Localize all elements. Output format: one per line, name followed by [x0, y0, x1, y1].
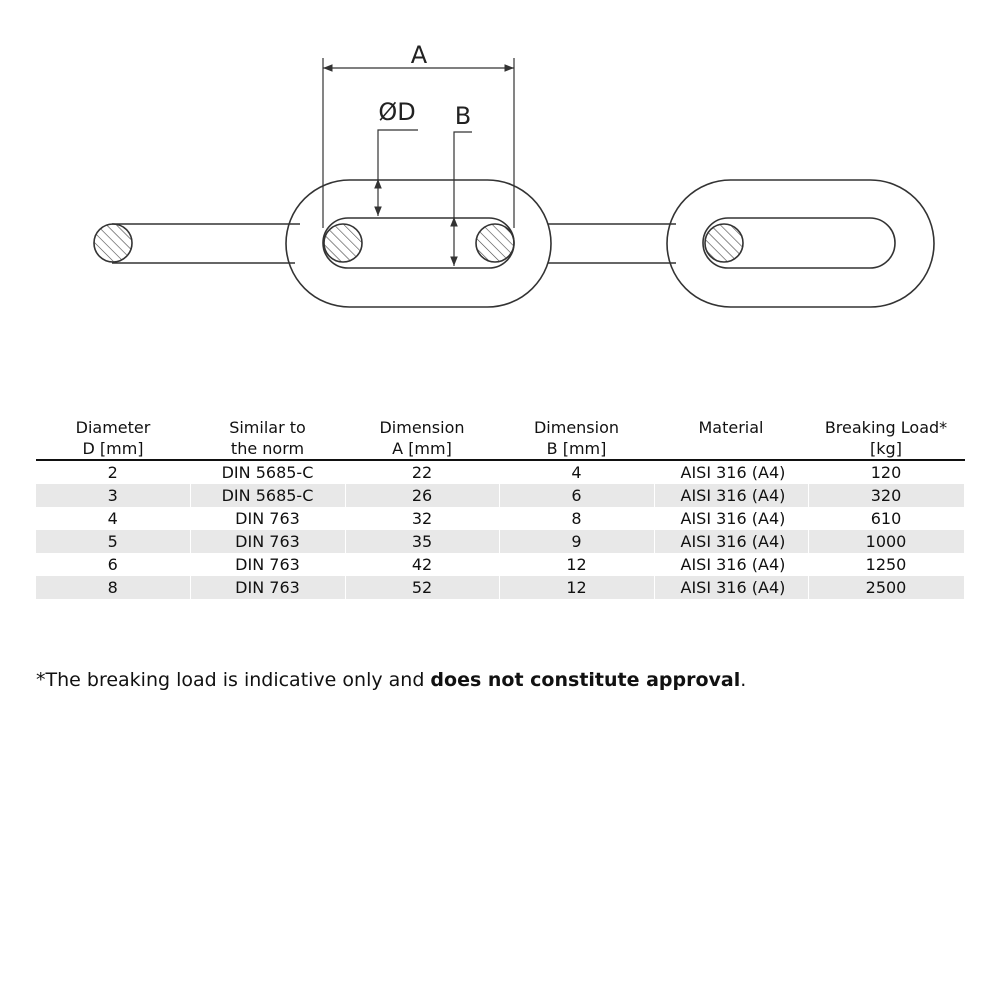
cell-norm: DIN 763 — [190, 553, 345, 576]
cell-dimension-b: 9 — [499, 530, 654, 553]
cell-dimension-a: 35 — [345, 530, 499, 553]
table-header-row — [36, 417, 964, 460]
cell-breaking-load: 120 — [808, 460, 964, 484]
cell-norm: DIN 763 — [190, 507, 345, 530]
footnote-text: *The breaking load is indicative only and — [36, 669, 431, 691]
table-row — [36, 460, 964, 484]
header-material: Material — [654, 417, 808, 460]
cell-diameter: 8 — [36, 576, 190, 599]
table-row — [36, 553, 964, 576]
cell-dimension-a: 26 — [345, 484, 499, 507]
cell-dimension-a: 32 — [345, 507, 499, 530]
header-diameter: Diameter D [mm] — [36, 417, 190, 460]
header-breaking-load: Breaking Load* [kg] — [808, 417, 964, 460]
cell-dimension-b: 12 — [499, 553, 654, 576]
cell-dimension-b: 6 — [499, 484, 654, 507]
wire-section-middle-left — [324, 224, 362, 262]
cell-dimension-b: 8 — [499, 507, 654, 530]
cell-material: AISI 316 (A4) — [654, 484, 808, 507]
cell-norm: DIN 763 — [190, 576, 345, 599]
header-norm: Similar to the norm — [190, 417, 345, 460]
cell-dimension-a: 52 — [345, 576, 499, 599]
dimension-b-leader — [454, 132, 472, 266]
table-row — [36, 484, 964, 507]
footnote-period: . — [740, 669, 747, 691]
dimension-od-leader — [378, 130, 418, 216]
cell-breaking-load: 2500 — [808, 576, 964, 599]
cell-material: AISI 316 (A4) — [654, 460, 808, 484]
cell-material: AISI 316 (A4) — [654, 530, 808, 553]
table-row — [36, 576, 964, 599]
cell-breaking-load: 610 — [808, 507, 964, 530]
cell-material: AISI 316 (A4) — [654, 553, 808, 576]
spec-table — [36, 417, 965, 599]
cell-diameter: 4 — [36, 507, 190, 530]
wire-section-right — [705, 224, 743, 262]
label-a: A — [410, 41, 428, 69]
wire-section-left — [94, 224, 132, 262]
cell-diameter: 6 — [36, 553, 190, 576]
cell-norm: DIN 763 — [190, 530, 345, 553]
cell-material: AISI 316 (A4) — [654, 507, 808, 530]
cell-breaking-load: 320 — [808, 484, 964, 507]
cell-norm: DIN 5685-C — [190, 484, 345, 507]
cell-breaking-load: 1250 — [808, 553, 964, 576]
header-dimension-b: Dimension B [mm] — [499, 417, 654, 460]
cell-dimension-a: 42 — [345, 553, 499, 576]
cell-diameter: 5 — [36, 530, 190, 553]
cell-material: AISI 316 (A4) — [654, 576, 808, 599]
wire-section-middle-right — [476, 224, 514, 262]
chain-link-drawing — [0, 0, 1000, 380]
cell-dimension-b: 12 — [499, 576, 654, 599]
cell-dimension-b: 4 — [499, 460, 654, 484]
footnote — [36, 667, 746, 693]
table-row — [36, 507, 964, 530]
label-od: ØD — [378, 98, 416, 126]
cell-diameter: 2 — [36, 460, 190, 484]
footnote-emphasis: does not constitute approval — [430, 669, 741, 691]
header-dimension-a: Dimension A [mm] — [345, 417, 499, 460]
label-b: B — [454, 102, 472, 130]
cell-norm: DIN 5685-C — [190, 460, 345, 484]
cell-dimension-a: 22 — [345, 460, 499, 484]
table-row — [36, 530, 964, 553]
cell-breaking-load: 1000 — [808, 530, 964, 553]
cell-diameter: 3 — [36, 484, 190, 507]
